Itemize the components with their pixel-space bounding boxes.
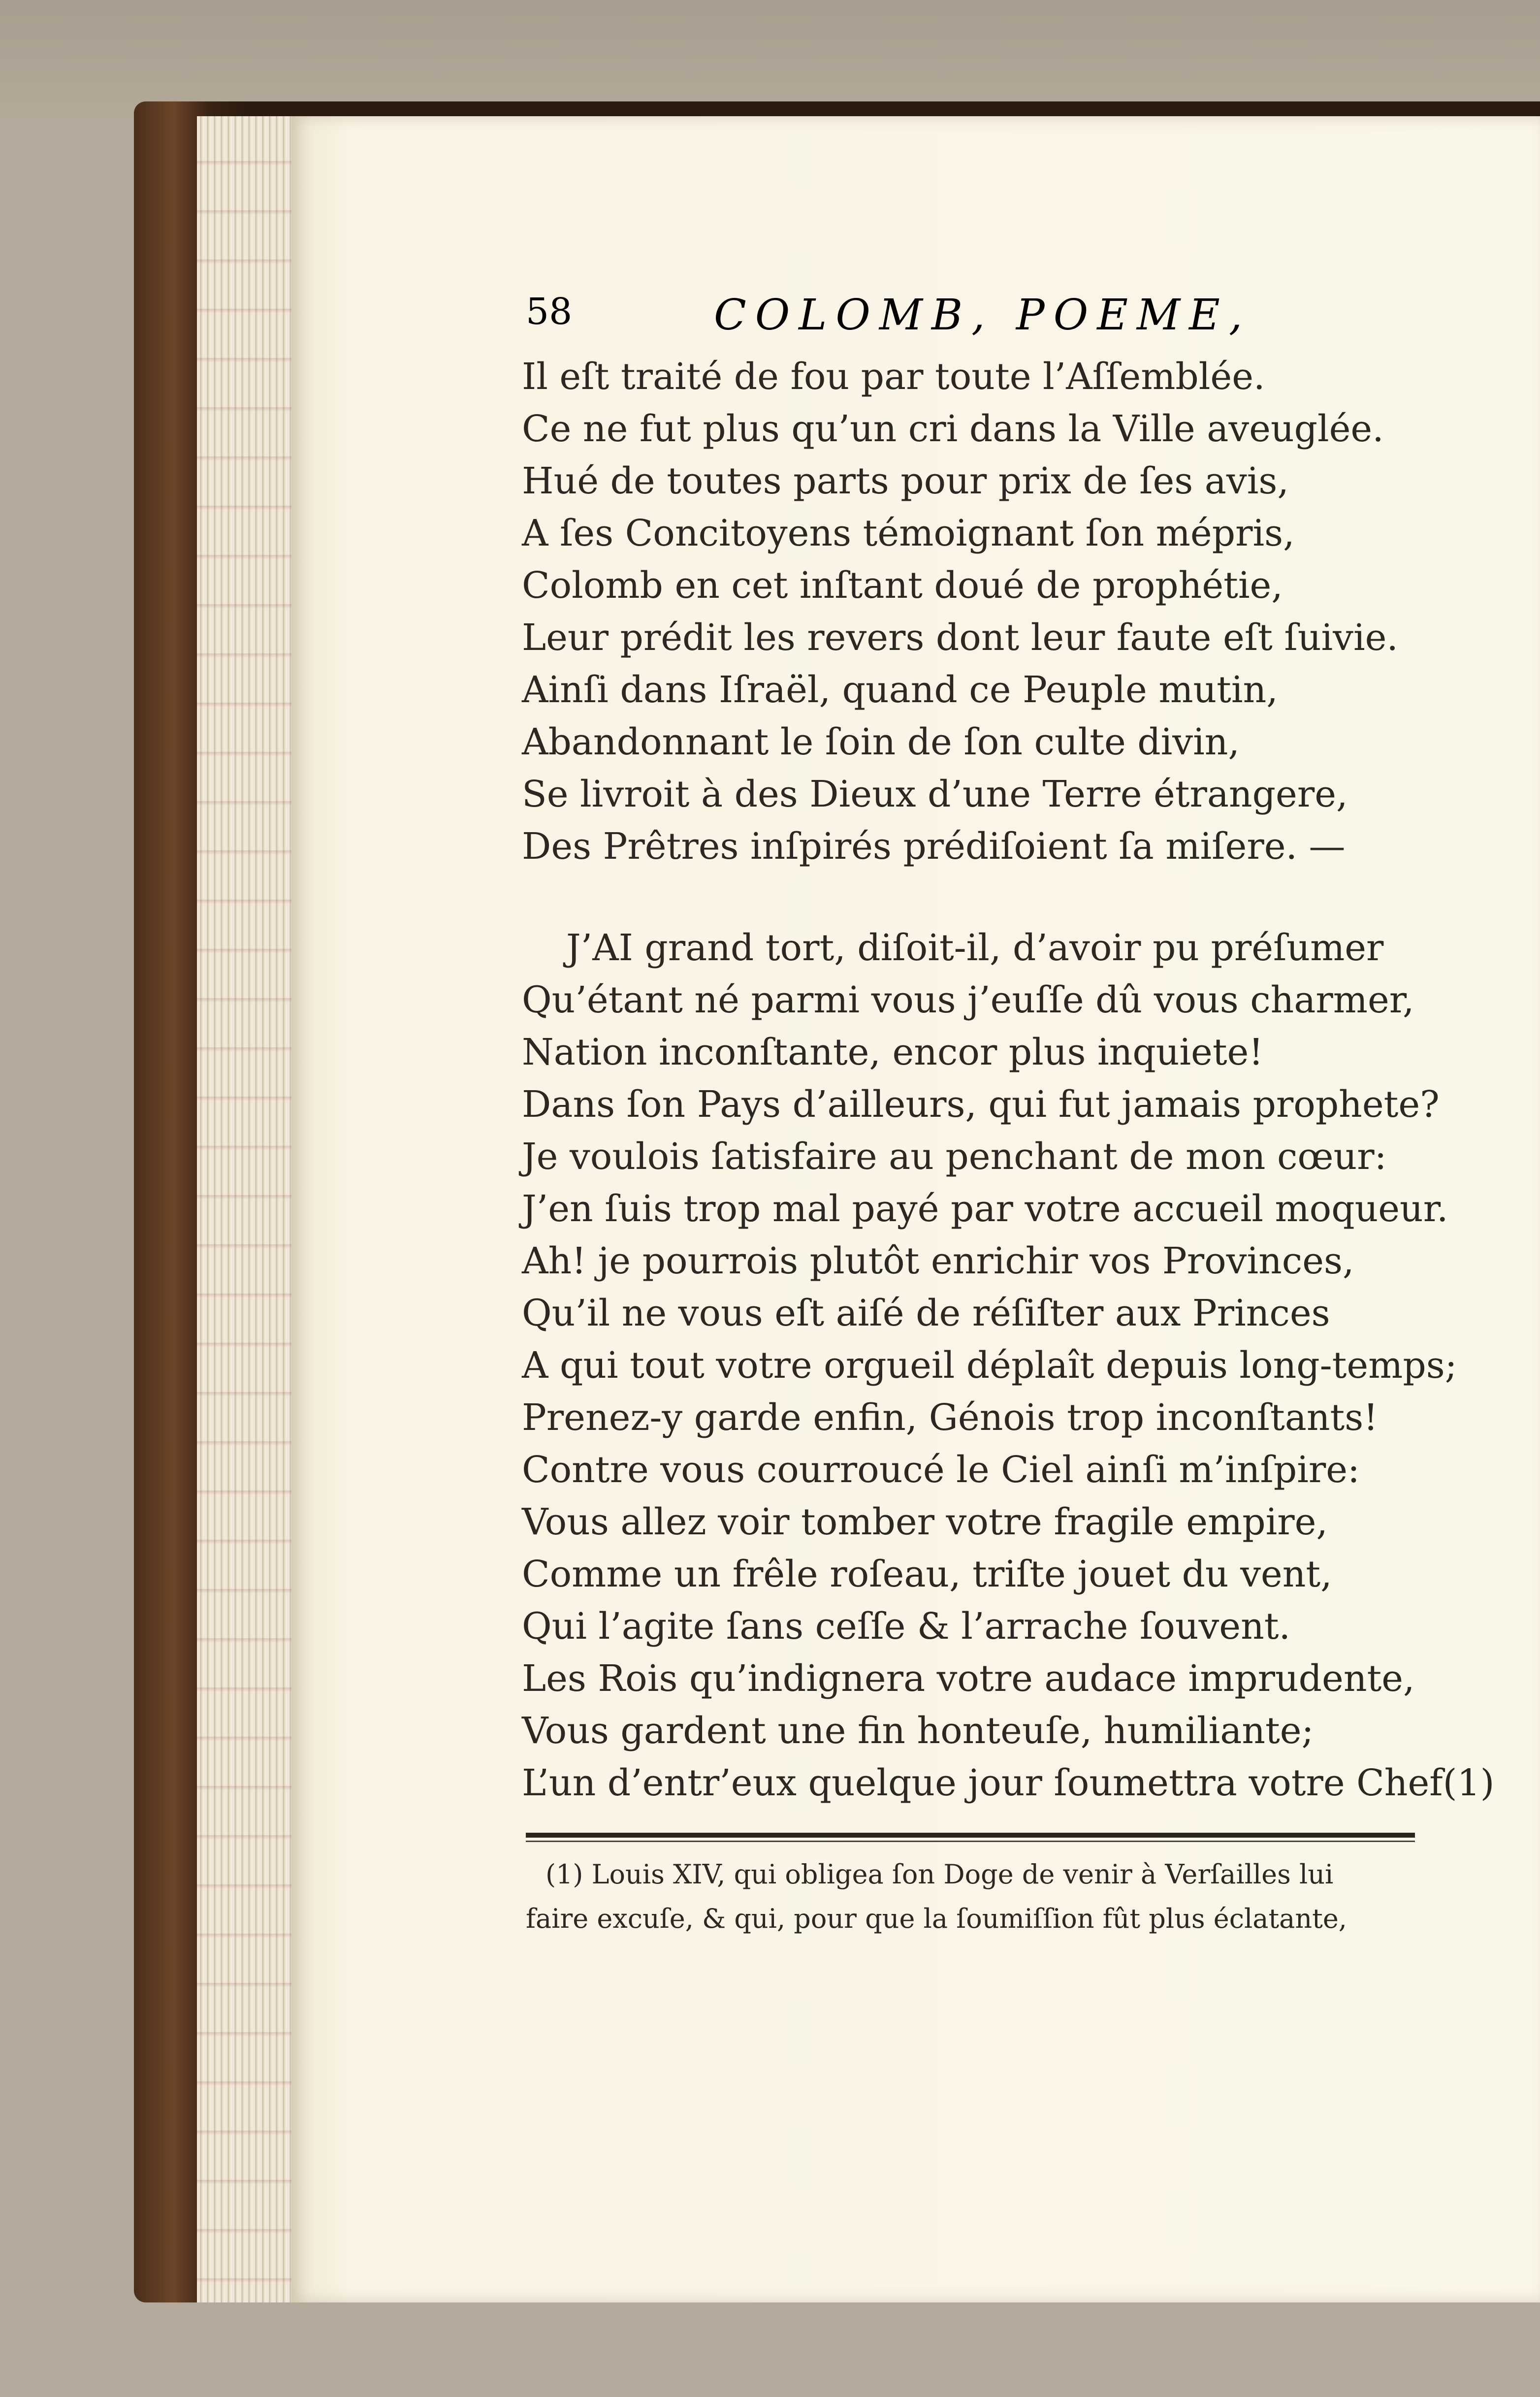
verse-line: Ah! je pourrois plutôt enrichir vos Provinces, bbox=[522, 1240, 1354, 1282]
verse-line: Prenez-y garde enfin, Génois trop inconſtants! bbox=[522, 1396, 1378, 1439]
verse-line: Les Rois qu’indignera votre audace imprudente, bbox=[522, 1657, 1415, 1700]
background bbox=[0, 0, 1540, 118]
verse-line: Hué de toutes parts pour prix de ſes avis, bbox=[522, 460, 1289, 502]
footnote bbox=[526, 1852, 1427, 1941]
verse-line: Nation inconſtante, encor plus inquiete! bbox=[522, 1031, 1264, 1073]
verse-line: Qu’il ne vous eſt aiſé de réſiſter aux Princes bbox=[522, 1292, 1330, 1334]
verse-line: Ainſi dans Iſraël, quand ce Peuple mutin, bbox=[522, 669, 1278, 711]
stanza-2 bbox=[522, 922, 1495, 1809]
verse-line: Des Prêtres inſpirés prédiſoient ſa miſere. — bbox=[522, 825, 1346, 868]
page-number: 58 bbox=[526, 291, 573, 333]
stanza-1 bbox=[522, 351, 1467, 873]
verse-line: Il eſt traité de fou par toute l’Aſſemblée. bbox=[522, 356, 1265, 398]
verse-line: Colomb en cet inſtant doué de prophétie, bbox=[522, 564, 1283, 607]
running-title: COLOMB, POEME, bbox=[714, 291, 1251, 340]
footnote-line: (1) Louis XIV, qui obligea ſon Doge de venir à Verſailles lui bbox=[545, 1859, 1334, 1890]
verse-line: Vous gardent une fin honteuſe, humiliante; bbox=[522, 1710, 1314, 1752]
verse-line: Qui l’agite ſans ceſſe & l’arrache ſouvent. bbox=[522, 1605, 1291, 1648]
verse-line: A ſes Concitoyens témoignant ſon mépris, bbox=[522, 512, 1295, 554]
verse-line: Ce ne fut plus qu’un cri dans la Ville aveuglée. bbox=[522, 408, 1384, 450]
verse-line: Leur prédit les revers dont leur faute eſt ſuivie. bbox=[522, 616, 1398, 659]
verse-line: J’AI grand tort, diſoit-il, d’avoir pu préſumer bbox=[566, 927, 1384, 969]
verse-line: A qui tout votre orgueil déplaît depuis long-temps; bbox=[522, 1344, 1457, 1387]
verse-line: Qu’étant né parmi vous j’euſſe dû vous charmer, bbox=[522, 979, 1414, 1021]
verse-line: Se livroit à des Dieux d’une Terre étrangere, bbox=[522, 773, 1348, 815]
verse-line: Vous allez voir tomber votre fragile empire, bbox=[522, 1501, 1328, 1543]
page-edges bbox=[197, 116, 295, 2302]
footnote-divider bbox=[526, 1833, 1415, 1838]
verse-line: Comme un frêle roſeau, triſte jouet du vent, bbox=[522, 1553, 1332, 1595]
footnote-line: faire excuſe, & qui, pour que la ſoumiſſion fût plus éclatante, bbox=[526, 1903, 1347, 1934]
verse-line: J’en ſuis trop mal payé par votre accueil moqueur. bbox=[522, 1188, 1448, 1230]
verse-line: Abandonnant le ſoin de ſon culte divin, bbox=[522, 721, 1240, 763]
verse-line: Dans ſon Pays d’ailleurs, qui fut jamais prophete? bbox=[522, 1083, 1440, 1126]
verse-line: Contre vous courroucé le Ciel ainſi m’inſpire: bbox=[522, 1449, 1360, 1491]
verse-line: Je voulois ſatisfaire au penchant de mon cœur: bbox=[522, 1135, 1387, 1178]
verse-line: L’un d’entr’eux quelque jour ſoumettra votre Chef(1) bbox=[522, 1762, 1495, 1804]
